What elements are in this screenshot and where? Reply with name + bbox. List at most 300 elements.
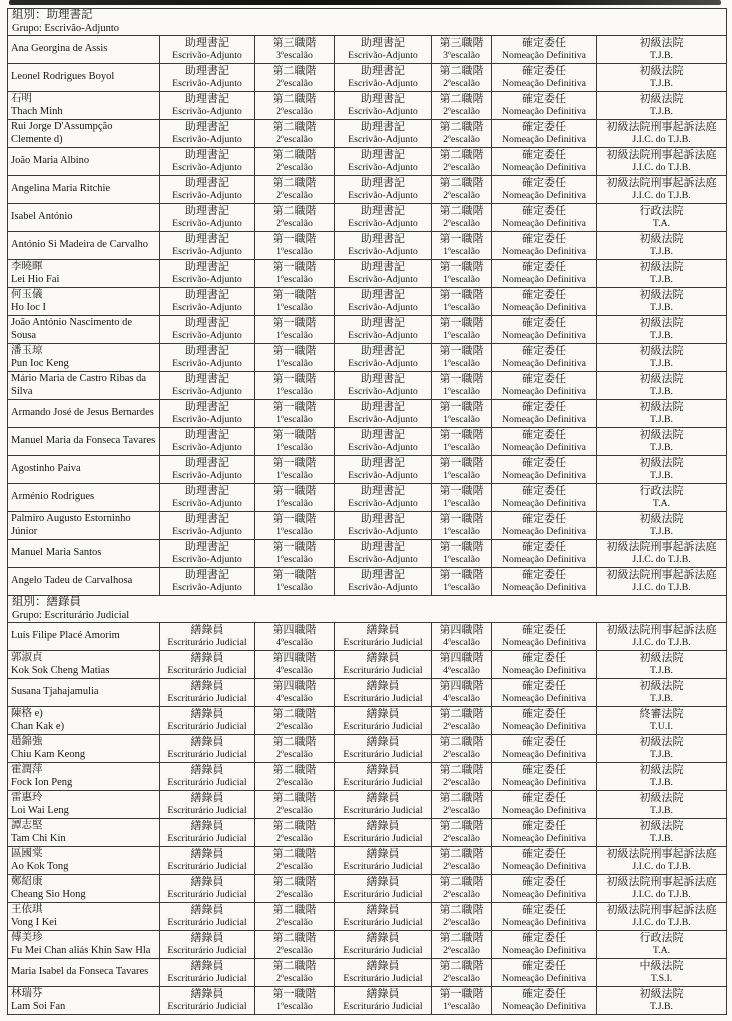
position-pt: Escriturário Judicial bbox=[167, 693, 247, 705]
court-zh: 初級法院 bbox=[639, 344, 684, 357]
position-cell-1 bbox=[160, 36, 255, 64]
table-row bbox=[8, 204, 727, 232]
grade-cell-1 bbox=[255, 931, 335, 959]
position-cell-1 bbox=[160, 623, 255, 651]
position-zh: 助理書記 bbox=[361, 120, 405, 133]
court-cell bbox=[597, 204, 727, 232]
grade-pt: 4ºescalão bbox=[443, 637, 480, 649]
staff-name-line: Clemente d) bbox=[11, 133, 63, 145]
position-zh: 繕錄員 bbox=[366, 679, 400, 692]
group-title-zh: 組別：繕錄員 bbox=[12, 596, 81, 608]
staff-name-line: 王依琪 bbox=[11, 904, 43, 915]
appointment-zh: 確定委任 bbox=[522, 763, 566, 776]
grade-cell-1 bbox=[255, 316, 335, 344]
court-pt: T.J.B. bbox=[650, 442, 673, 454]
position-cell-1 bbox=[160, 819, 255, 847]
position-cell-1 bbox=[160, 288, 255, 316]
grade-cell-2 bbox=[432, 959, 492, 987]
court-pt: T.U.I. bbox=[650, 721, 673, 733]
position-zh: 助理書記 bbox=[185, 316, 229, 329]
grade-zh: 第二職階 bbox=[439, 763, 484, 776]
grade-zh: 第二職階 bbox=[272, 959, 317, 972]
court-cell bbox=[597, 931, 727, 959]
position-pt: Escrivão-Adjunto bbox=[348, 190, 418, 202]
position-cell-2 bbox=[335, 372, 432, 400]
appointment-zh: 確定委任 bbox=[522, 428, 566, 441]
position-zh: 助理書記 bbox=[361, 484, 405, 497]
position-zh: 助理書記 bbox=[361, 344, 405, 357]
grade-pt: 1ºescalão bbox=[276, 470, 313, 482]
grade-zh: 第二職階 bbox=[439, 735, 484, 748]
table-row bbox=[8, 763, 727, 791]
table-row bbox=[8, 36, 727, 64]
position-zh: 繕錄員 bbox=[366, 623, 400, 636]
appointment-zh: 確定委任 bbox=[522, 92, 566, 105]
grade-zh: 第一職階 bbox=[439, 344, 484, 357]
staff-name-line: Fu Mei Chan aliás Khin Saw Hla bbox=[11, 944, 151, 956]
grade-zh: 第四職階 bbox=[272, 623, 317, 636]
court-zh: 初級法院 bbox=[639, 735, 684, 748]
grade-pt: 2ºescalão bbox=[276, 721, 313, 733]
grade-zh: 第一職階 bbox=[439, 456, 484, 469]
court-pt: T.J.B. bbox=[650, 50, 673, 62]
staff-table bbox=[7, 8, 727, 1015]
grade-pt: 2ºescalão bbox=[443, 777, 480, 789]
grade-pt: 1ºescalão bbox=[276, 414, 313, 426]
court-pt: J.I.C. do T.J.B. bbox=[632, 134, 691, 146]
appointment-pt: Nomeação Definitiva bbox=[501, 162, 587, 174]
position-pt: Escriturário Judicial bbox=[167, 945, 247, 957]
position-zh: 助理書記 bbox=[361, 64, 405, 77]
grade-zh: 第一職階 bbox=[439, 316, 484, 329]
grade-pt: 1ºescalão bbox=[443, 246, 480, 258]
position-zh: 助理書記 bbox=[361, 204, 405, 217]
position-pt: Escriturário Judicial bbox=[343, 693, 423, 705]
court-cell bbox=[597, 875, 727, 903]
position-zh: 助理書記 bbox=[185, 288, 229, 301]
grade-pt: 1ºescalão bbox=[443, 470, 480, 482]
court-zh: 初級法院 bbox=[639, 763, 684, 776]
grade-cell-1 bbox=[255, 512, 335, 540]
court-pt: T.J.B. bbox=[650, 470, 673, 482]
grade-zh: 第一職階 bbox=[272, 540, 317, 553]
position-cell-1 bbox=[160, 344, 255, 372]
appointment-zh: 確定委任 bbox=[522, 819, 566, 832]
staff-name-line: Pun Ioc Keng bbox=[11, 357, 69, 369]
grade-pt: 1ºescalão bbox=[276, 246, 313, 258]
position-cell-1 bbox=[160, 679, 255, 707]
grade-pt: 1ºescalão bbox=[443, 526, 480, 538]
position-cell-2 bbox=[335, 260, 432, 288]
court-zh: 初級法院 bbox=[639, 64, 684, 77]
grade-pt: 1ºescalão bbox=[443, 302, 480, 314]
staff-name-line: 潘玉琼 bbox=[11, 345, 43, 356]
position-pt: Escrivão-Adjunto bbox=[172, 582, 242, 594]
grade-zh: 第二職階 bbox=[272, 148, 317, 161]
appointment-cell bbox=[492, 987, 597, 1015]
court-pt: J.I.C. do T.J.B. bbox=[632, 162, 691, 174]
position-pt: Escriturário Judicial bbox=[343, 749, 423, 761]
position-cell-2 bbox=[335, 456, 432, 484]
appointment-pt: Nomeação Definitiva bbox=[501, 861, 587, 873]
position-cell-2 bbox=[335, 987, 432, 1015]
name-cell bbox=[8, 204, 160, 232]
grade-cell-2 bbox=[432, 847, 492, 875]
position-pt: Escrivão-Adjunto bbox=[348, 554, 418, 566]
position-cell-1 bbox=[160, 484, 255, 512]
grade-cell-1 bbox=[255, 651, 335, 679]
position-pt: Escrivão-Adjunto bbox=[172, 358, 242, 370]
court-zh: 初級法院刑事起訴法庭 bbox=[606, 623, 717, 636]
name-cell bbox=[8, 260, 160, 288]
position-cell-2 bbox=[335, 875, 432, 903]
appointment-pt: Nomeação Definitiva bbox=[501, 945, 587, 957]
group-title-zh: 組別：助理書記 bbox=[12, 9, 93, 21]
position-pt: Escrivão-Adjunto bbox=[348, 246, 418, 258]
grade-zh: 第一職階 bbox=[439, 540, 484, 553]
appointment-pt: Nomeação Definitiva bbox=[501, 637, 587, 649]
court-pt: T.J.B. bbox=[650, 777, 673, 789]
position-cell-1 bbox=[160, 959, 255, 987]
table-row bbox=[8, 428, 727, 456]
position-zh: 助理書記 bbox=[185, 428, 229, 441]
appointment-zh: 確定委任 bbox=[522, 875, 566, 888]
appointment-pt: Nomeação Definitiva bbox=[501, 134, 587, 146]
position-pt: Escrivão-Adjunto bbox=[348, 330, 418, 342]
grade-pt: 2ºescalão bbox=[276, 777, 313, 789]
appointment-pt: Nomeação Definitiva bbox=[501, 889, 587, 901]
staff-name-line: Cheang Sio Hong bbox=[11, 888, 86, 900]
court-zh: 初級法院刑事起訴法庭 bbox=[606, 540, 717, 553]
court-pt: J.I.C. do T.J.B. bbox=[632, 917, 691, 929]
position-zh: 繕錄員 bbox=[366, 875, 400, 888]
court-cell bbox=[597, 735, 727, 763]
position-pt: Escrivão-Adjunto bbox=[172, 78, 242, 90]
staff-name-line: 陳格 e) bbox=[11, 708, 43, 719]
court-cell bbox=[597, 456, 727, 484]
position-pt: Escriturário Judicial bbox=[343, 805, 423, 817]
grade-pt: 1ºescalão bbox=[276, 442, 313, 454]
appointment-zh: 確定委任 bbox=[522, 987, 566, 1000]
position-pt: Escrivão-Adjunto bbox=[172, 302, 242, 314]
grade-cell-2 bbox=[432, 512, 492, 540]
grade-cell-1 bbox=[255, 204, 335, 232]
court-zh: 中級法院 bbox=[639, 959, 684, 972]
court-cell bbox=[597, 763, 727, 791]
grade-pt: 1ºescalão bbox=[443, 498, 480, 510]
table-row bbox=[8, 316, 727, 344]
position-pt: Escrivão-Adjunto bbox=[348, 134, 418, 146]
grade-cell-1 bbox=[255, 679, 335, 707]
grade-cell-1 bbox=[255, 875, 335, 903]
court-pt: T.S.I. bbox=[650, 973, 673, 985]
grade-cell-2 bbox=[432, 316, 492, 344]
grade-zh: 第三職階 bbox=[439, 36, 484, 49]
position-pt: Escrivão-Adjunto bbox=[172, 190, 242, 202]
grade-pt: 1ºescalão bbox=[276, 526, 313, 538]
name-cell bbox=[8, 288, 160, 316]
name-cell bbox=[8, 344, 160, 372]
position-cell-2 bbox=[335, 819, 432, 847]
grade-pt: 1ºescalão bbox=[443, 330, 480, 342]
table-row bbox=[8, 456, 727, 484]
position-cell-1 bbox=[160, 540, 255, 568]
table-row bbox=[8, 987, 727, 1015]
grade-cell-1 bbox=[255, 428, 335, 456]
grade-zh: 第四職階 bbox=[439, 623, 484, 636]
grade-cell-1 bbox=[255, 260, 335, 288]
grade-cell-2 bbox=[432, 204, 492, 232]
grade-cell-1 bbox=[255, 148, 335, 176]
position-pt: Escrivão-Adjunto bbox=[348, 498, 418, 510]
court-zh: 初級法院刑事起訴法庭 bbox=[606, 875, 717, 888]
grade-cell-2 bbox=[432, 623, 492, 651]
table-row bbox=[8, 819, 727, 847]
court-cell bbox=[597, 959, 727, 987]
position-zh: 助理書記 bbox=[185, 204, 229, 217]
position-pt: Escrivão-Adjunto bbox=[348, 50, 418, 62]
appointment-zh: 確定委任 bbox=[522, 512, 566, 525]
position-cell-2 bbox=[335, 428, 432, 456]
position-pt: Escriturário Judicial bbox=[167, 805, 247, 817]
name-cell bbox=[8, 959, 160, 987]
grade-pt: 2ºescalão bbox=[276, 889, 313, 901]
position-cell-1 bbox=[160, 987, 255, 1015]
name-cell bbox=[8, 148, 160, 176]
grade-cell-1 bbox=[255, 763, 335, 791]
grade-pt: 2ºescalão bbox=[443, 78, 480, 90]
staff-name-line: Loi Wai Leng bbox=[11, 804, 69, 816]
name-cell bbox=[8, 92, 160, 120]
appointment-cell bbox=[492, 484, 597, 512]
appointment-pt: Nomeação Definitiva bbox=[501, 582, 587, 594]
grade-cell-1 bbox=[255, 288, 335, 316]
table-row bbox=[8, 484, 727, 512]
position-pt: Escrivão-Adjunto bbox=[172, 470, 242, 482]
grade-pt: 1ºescalão bbox=[443, 582, 480, 594]
grade-cell-2 bbox=[432, 735, 492, 763]
court-pt: T.J.B. bbox=[650, 302, 673, 314]
court-cell bbox=[597, 316, 727, 344]
position-pt: Escrivão-Adjunto bbox=[172, 106, 242, 118]
appointment-pt: Nomeação Definitiva bbox=[501, 777, 587, 789]
court-cell bbox=[597, 428, 727, 456]
position-zh: 繕錄員 bbox=[366, 707, 400, 720]
position-zh: 助理書記 bbox=[361, 456, 405, 469]
position-cell-2 bbox=[335, 791, 432, 819]
court-pt: J.I.C. do T.J.B. bbox=[632, 190, 691, 202]
position-pt: Escrivão-Adjunto bbox=[172, 218, 242, 230]
position-zh: 繕錄員 bbox=[366, 959, 400, 972]
court-zh: 初級法院 bbox=[639, 288, 684, 301]
position-zh: 助理書記 bbox=[185, 512, 229, 525]
grade-cell-2 bbox=[432, 568, 492, 596]
staff-name-line: 趙錦強 bbox=[11, 736, 43, 747]
table-row bbox=[8, 400, 727, 428]
group-title-pt: Grupo: Escrivão-Adjunto bbox=[12, 23, 120, 34]
court-zh: 初級法院 bbox=[639, 92, 684, 105]
staff-name-line: Palmiro Augusto Estorninho bbox=[11, 513, 131, 524]
court-cell bbox=[597, 36, 727, 64]
position-pt: Escrivão-Adjunto bbox=[172, 50, 242, 62]
position-zh: 助理書記 bbox=[361, 568, 405, 581]
table-row bbox=[8, 735, 727, 763]
grade-pt: 2ºescalão bbox=[276, 749, 313, 761]
name-cell bbox=[8, 931, 160, 959]
position-pt: Escrivão-Adjunto bbox=[172, 526, 242, 538]
grade-cell-2 bbox=[432, 819, 492, 847]
grade-pt: 2ºescalão bbox=[276, 861, 313, 873]
position-pt: Escrivão-Adjunto bbox=[348, 470, 418, 482]
position-zh: 繕錄員 bbox=[190, 735, 224, 748]
grade-cell-1 bbox=[255, 903, 335, 931]
court-zh: 初級法院 bbox=[639, 651, 684, 664]
court-cell bbox=[597, 372, 727, 400]
table-row bbox=[8, 568, 727, 596]
position-zh: 助理書記 bbox=[185, 92, 229, 105]
table-row bbox=[8, 875, 727, 903]
position-zh: 助理書記 bbox=[185, 540, 229, 553]
position-cell-2 bbox=[335, 232, 432, 260]
position-pt: Escriturário Judicial bbox=[167, 665, 247, 677]
position-zh: 繕錄員 bbox=[366, 903, 400, 916]
appointment-zh: 確定委任 bbox=[522, 540, 566, 553]
position-zh: 助理書記 bbox=[361, 428, 405, 441]
grade-pt: 1ºescalão bbox=[443, 442, 480, 454]
position-zh: 繕錄員 bbox=[190, 763, 224, 776]
appointment-pt: Nomeação Definitiva bbox=[501, 693, 587, 705]
appointment-cell bbox=[492, 344, 597, 372]
court-cell bbox=[597, 651, 727, 679]
grade-zh: 第一職階 bbox=[439, 372, 484, 385]
table-row bbox=[8, 288, 727, 316]
position-pt: Escrivão-Adjunto bbox=[348, 526, 418, 538]
appointment-zh: 確定委任 bbox=[522, 623, 566, 636]
court-pt: T.J.B. bbox=[650, 749, 673, 761]
staff-name-line: 區國棠 bbox=[11, 848, 43, 859]
court-pt: T.J.B. bbox=[650, 1001, 673, 1013]
appointment-cell bbox=[492, 791, 597, 819]
grade-pt: 2ºescalão bbox=[443, 106, 480, 118]
position-cell-1 bbox=[160, 763, 255, 791]
grade-cell-1 bbox=[255, 344, 335, 372]
grade-pt: 2ºescalão bbox=[443, 805, 480, 817]
position-zh: 繕錄員 bbox=[366, 651, 400, 664]
grade-pt: 2ºescalão bbox=[443, 973, 480, 985]
grade-zh: 第一職階 bbox=[272, 344, 317, 357]
grade-cell-1 bbox=[255, 176, 335, 204]
position-cell-1 bbox=[160, 232, 255, 260]
court-cell bbox=[597, 540, 727, 568]
grade-zh: 第二職階 bbox=[439, 847, 484, 860]
table-row bbox=[8, 64, 727, 92]
grade-pt: 4ºescalão bbox=[443, 693, 480, 705]
grade-zh: 第一職階 bbox=[439, 568, 484, 581]
staff-name-line: Isabel António bbox=[11, 211, 73, 223]
grade-pt: 2ºescalão bbox=[443, 833, 480, 845]
position-pt: Escriturário Judicial bbox=[167, 861, 247, 873]
table-row bbox=[8, 791, 727, 819]
position-cell-2 bbox=[335, 847, 432, 875]
position-pt: Escrivão-Adjunto bbox=[348, 106, 418, 118]
position-pt: Escriturário Judicial bbox=[167, 833, 247, 845]
position-pt: Escrivão-Adjunto bbox=[172, 386, 242, 398]
grade-cell-1 bbox=[255, 847, 335, 875]
appointment-cell bbox=[492, 959, 597, 987]
position-pt: Escriturário Judicial bbox=[343, 637, 423, 649]
name-cell bbox=[8, 428, 160, 456]
table-row bbox=[8, 540, 727, 568]
grade-zh: 第一職階 bbox=[439, 484, 484, 497]
grade-zh: 第一職階 bbox=[272, 372, 317, 385]
position-cell-2 bbox=[335, 512, 432, 540]
grade-zh: 第二職階 bbox=[272, 707, 317, 720]
court-zh: 初級法院 bbox=[639, 428, 684, 441]
appointment-zh: 確定委任 bbox=[522, 456, 566, 469]
court-zh: 初級法院 bbox=[639, 372, 684, 385]
court-zh: 行政法院 bbox=[639, 204, 684, 217]
court-cell bbox=[597, 148, 727, 176]
appointment-zh: 確定委任 bbox=[522, 232, 566, 245]
grade-zh: 第一職階 bbox=[439, 260, 484, 273]
appointment-cell bbox=[492, 623, 597, 651]
court-cell bbox=[597, 791, 727, 819]
name-cell bbox=[8, 987, 160, 1015]
court-zh: 初級法院 bbox=[639, 316, 684, 329]
position-cell-2 bbox=[335, 316, 432, 344]
grade-pt: 2ºescalão bbox=[276, 945, 313, 957]
appointment-zh: 確定委任 bbox=[522, 372, 566, 385]
grade-zh: 第一職階 bbox=[272, 400, 317, 413]
court-zh: 初級法院刑事起訴法庭 bbox=[606, 148, 717, 161]
appointment-zh: 確定委任 bbox=[522, 484, 566, 497]
position-pt: Escriturário Judicial bbox=[343, 889, 423, 901]
grade-zh: 第二職階 bbox=[272, 791, 317, 804]
name-cell bbox=[8, 875, 160, 903]
table-row bbox=[8, 903, 727, 931]
appointment-cell bbox=[492, 316, 597, 344]
grade-zh: 第二職階 bbox=[439, 791, 484, 804]
position-cell-2 bbox=[335, 623, 432, 651]
table-row bbox=[8, 232, 727, 260]
position-zh: 助理書記 bbox=[185, 176, 229, 189]
grade-pt: 2ºescalão bbox=[276, 973, 313, 985]
appointment-cell bbox=[492, 707, 597, 735]
position-pt: Escrivão-Adjunto bbox=[172, 554, 242, 566]
court-pt: T.J.B. bbox=[650, 805, 673, 817]
position-cell-2 bbox=[335, 120, 432, 148]
grade-pt: 1ºescalão bbox=[443, 386, 480, 398]
court-pt: T.J.B. bbox=[650, 274, 673, 286]
grade-pt: 2ºescalão bbox=[443, 721, 480, 733]
staff-name-line: Manuel Maria Santos bbox=[11, 547, 102, 559]
appointment-pt: Nomeação Definitiva bbox=[501, 917, 587, 929]
staff-name-line: João António Nascimento de bbox=[11, 317, 133, 328]
staff-name-line: Susana Tjahajamulia bbox=[11, 686, 99, 698]
position-zh: 助理書記 bbox=[185, 64, 229, 77]
position-zh: 繕錄員 bbox=[190, 707, 224, 720]
position-cell-2 bbox=[335, 763, 432, 791]
staff-name-line: Kok Sok Cheng Matias bbox=[11, 664, 110, 676]
court-zh: 初級法院 bbox=[639, 456, 684, 469]
grade-cell-2 bbox=[432, 791, 492, 819]
position-pt: Escriturário Judicial bbox=[167, 973, 247, 985]
name-cell bbox=[8, 623, 160, 651]
appointment-pt: Nomeação Definitiva bbox=[501, 973, 587, 985]
court-cell bbox=[597, 623, 727, 651]
grade-cell-1 bbox=[255, 623, 335, 651]
appointment-pt: Nomeação Definitiva bbox=[501, 386, 587, 398]
